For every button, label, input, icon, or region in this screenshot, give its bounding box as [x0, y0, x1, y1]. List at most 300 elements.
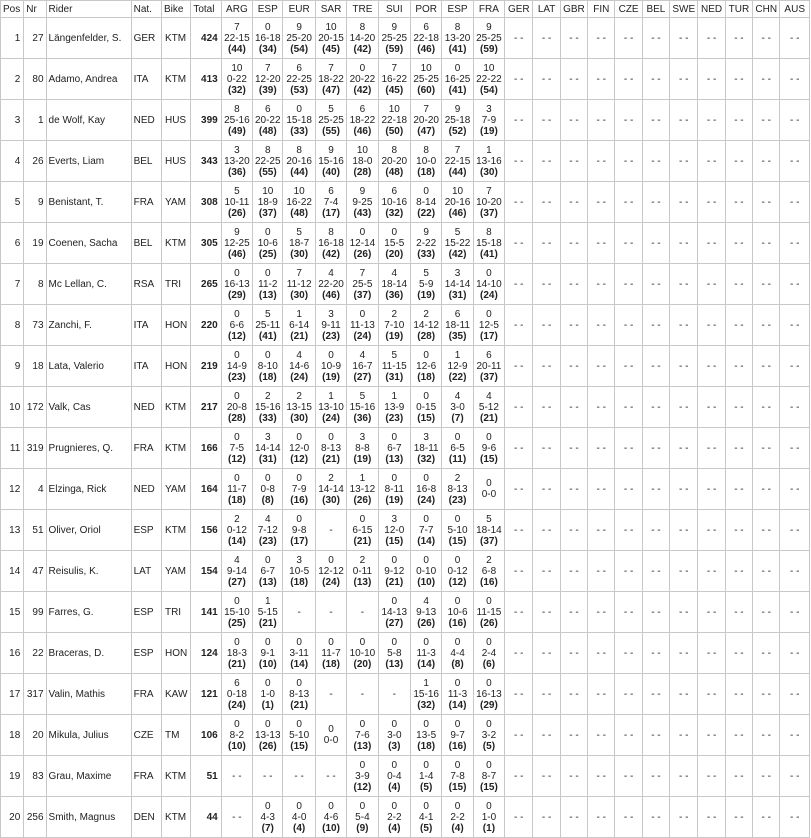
round-result — [283, 551, 315, 592]
overall-points: 1 — [296, 308, 302, 320]
overall-points: 0 — [391, 718, 398, 730]
table-row — [1, 428, 810, 469]
round-result: - - — [725, 674, 752, 715]
overall-points: 10 — [451, 185, 464, 197]
heat-points: 20-22 — [254, 114, 281, 126]
round-total: (59) — [385, 43, 404, 55]
overall-points: 0 — [234, 390, 240, 402]
overall-points: 1 — [359, 472, 366, 484]
round-result — [347, 100, 378, 141]
round-result: - - — [560, 346, 587, 387]
rider-name[interactable]: Benistant, T. — [46, 182, 131, 223]
heat-points: 3-0 — [387, 729, 402, 741]
round-result — [253, 551, 283, 592]
round-result — [442, 469, 473, 510]
overall-points: 6 — [423, 21, 429, 33]
round-total: (41) — [258, 330, 277, 342]
header-round-lat[interactable]: LAT — [533, 1, 560, 18]
table-row — [1, 715, 810, 756]
round-result: - - — [615, 469, 642, 510]
round-result: - - — [642, 592, 669, 633]
round-result — [410, 346, 441, 387]
heat-points: 18-14 — [381, 278, 408, 290]
round-result: - - — [698, 756, 725, 797]
round-result: - - — [533, 141, 560, 182]
heat-points: 8-13 — [321, 442, 342, 454]
heat-points: 4-0 — [291, 811, 307, 823]
overall-points: 4 — [391, 267, 398, 279]
round-result: - - — [560, 223, 587, 264]
round-total: (36) — [227, 166, 246, 178]
round-result: - - — [533, 182, 560, 223]
round-result — [283, 674, 315, 715]
rider-name[interactable]: Reisulis, K. — [46, 551, 131, 592]
round-result — [347, 715, 378, 756]
round-result: - - — [505, 633, 533, 674]
rider-name[interactable]: Grau, Maxime — [46, 756, 131, 797]
round-result: - - — [560, 18, 587, 59]
header-round-tre[interactable]: TRE — [347, 1, 378, 18]
round-total: (4) — [293, 822, 306, 834]
overall-points: 1 — [328, 390, 334, 402]
round-result — [473, 428, 504, 469]
overall-points: 8 — [296, 144, 302, 156]
overall-points: 0 — [423, 800, 429, 812]
heat-points: 6-6 — [229, 319, 245, 331]
table-row — [1, 633, 810, 674]
round-result — [410, 305, 441, 346]
overall-points: 9 — [454, 103, 461, 115]
pos-cell: 14 — [1, 551, 24, 592]
overall-points: 0 — [234, 718, 240, 730]
pos-cell: 19 — [1, 756, 24, 797]
heat-points: 12-14 — [349, 237, 376, 249]
heat-points: 7-6 — [355, 729, 370, 741]
round-result: - - — [725, 387, 752, 428]
nr-cell: 22 — [24, 633, 46, 674]
round-result — [442, 592, 473, 633]
overall-points: 2 — [328, 472, 334, 484]
round-total: (13) — [385, 658, 404, 670]
round-total: (13) — [353, 740, 372, 752]
overall-points: 5 — [454, 226, 461, 238]
round-result — [221, 592, 252, 633]
round-result: - - — [698, 428, 725, 469]
overall-points: 2 — [264, 390, 271, 402]
header-round-sui[interactable]: SUI — [378, 1, 410, 18]
heat-points: 15-10 — [224, 606, 250, 618]
round-result: - - — [533, 223, 560, 264]
overall-points: 6 — [359, 103, 366, 115]
heat-points: 15-18 — [286, 114, 312, 126]
overall-points: 5 — [296, 226, 302, 238]
overall-points: 0 — [486, 718, 492, 730]
round-result: - - — [725, 305, 752, 346]
overall-points: 9 — [328, 144, 334, 156]
header-round-esp[interactable]: ESP — [442, 1, 473, 18]
round-result: - - — [560, 264, 587, 305]
round-result: - - — [588, 59, 615, 100]
heat-points: 15-18 — [476, 237, 502, 249]
header-nat[interactable]: Nat. — [131, 1, 161, 18]
round-total: (31) — [385, 371, 404, 383]
overall-points: 0 — [391, 472, 398, 484]
round-result: - - — [698, 674, 725, 715]
heat-points: 18-7 — [289, 237, 310, 249]
round-result: - - — [642, 305, 669, 346]
round-result — [410, 510, 441, 551]
heat-points: 16-25 — [444, 73, 471, 85]
overall-points: 0 — [264, 677, 271, 689]
rider-name[interactable]: Prugnieres, Q. — [46, 428, 131, 469]
round-total: (32) — [417, 453, 436, 465]
rider-name[interactable]: Valin, Mathis — [46, 674, 131, 715]
total-cell: 51 — [191, 756, 221, 797]
round-total: (28) — [353, 166, 372, 178]
rider-name[interactable]: Adamo, Andrea — [46, 59, 131, 100]
round-result — [473, 223, 504, 264]
header-round-cze[interactable]: CZE — [615, 1, 642, 18]
overall-points: 0 — [423, 185, 429, 197]
overall-points: 0 — [234, 308, 240, 320]
heat-points: 6-8 — [481, 565, 497, 577]
round-result: - - — [698, 18, 725, 59]
round-result — [442, 100, 473, 141]
nat-cell: DEN — [131, 797, 161, 838]
round-total: (42) — [448, 248, 467, 260]
overall-points: 10 — [420, 62, 432, 74]
round-result — [253, 182, 283, 223]
header-round-ned[interactable]: NED — [698, 1, 725, 18]
round-total: (17) — [322, 207, 340, 219]
header-pos[interactable]: Pos — [1, 1, 24, 18]
header-round-aus[interactable]: AUS — [780, 1, 810, 18]
header-nr[interactable]: Nr — [24, 1, 46, 18]
overall-points: 5 — [264, 308, 271, 320]
round-result — [283, 100, 315, 141]
round-total: (37) — [353, 289, 372, 301]
heat-points: 22-22 — [476, 73, 502, 85]
pos-cell: 12 — [1, 469, 24, 510]
overall-points: 0 — [264, 554, 271, 566]
overall-points: 0 — [296, 103, 302, 115]
rider-name[interactable]: Everts, Liam — [46, 141, 131, 182]
heat-points: 0-12 — [447, 565, 468, 577]
rider-name[interactable]: Valk, Cas — [46, 387, 131, 428]
round-result — [283, 59, 315, 100]
round-total: (21) — [290, 699, 309, 711]
header-total[interactable]: Total — [191, 1, 221, 18]
header-round-bel[interactable]: BEL — [642, 1, 669, 18]
rider-name[interactable]: Mikula, Julius — [46, 715, 131, 756]
pos-cell: 10 — [1, 387, 24, 428]
overall-points: 0 — [486, 595, 492, 607]
round-result — [442, 797, 473, 838]
round-result — [315, 141, 346, 182]
round-total: (33) — [290, 125, 309, 137]
header-round-tur[interactable]: TUR — [725, 1, 752, 18]
bike-cell: KTM — [161, 59, 190, 100]
round-total: (13) — [385, 453, 404, 465]
overall-points: 3 — [486, 103, 492, 115]
rider-name[interactable]: Elzinga, Rick — [46, 469, 131, 510]
round-total: (23) — [258, 535, 277, 547]
round-result: - - — [753, 182, 780, 223]
round-result: - - — [753, 674, 780, 715]
round-total: (15) — [480, 453, 498, 465]
round-result: - - — [533, 469, 560, 510]
heat-points: 10-11 — [224, 196, 250, 208]
round-result: - - — [588, 305, 615, 346]
overall-points: 0 — [296, 513, 302, 525]
heat-points: 2-2 — [450, 811, 465, 823]
round-result — [442, 674, 473, 715]
round-result: - - — [780, 756, 810, 797]
round-total: (54) — [290, 43, 309, 55]
round-result — [410, 428, 441, 469]
heat-points: 10-5 — [289, 565, 310, 577]
overall-points: 9 — [423, 226, 429, 238]
heat-points: 11-12 — [286, 278, 312, 290]
bike-cell: KTM — [161, 428, 190, 469]
round-total: (28) — [417, 330, 436, 342]
header-round-sar[interactable]: SAR — [315, 1, 346, 18]
rider-name[interactable]: Lata, Valerio — [46, 346, 131, 387]
header-round-fra[interactable]: FRA — [473, 1, 504, 18]
rider-name[interactable]: Smith, Magnus — [46, 797, 131, 838]
round-result — [442, 305, 473, 346]
heat-points: 10-0 — [416, 155, 437, 167]
header-round-arg[interactable]: ARG — [221, 1, 252, 18]
overall-points: 3 — [391, 513, 398, 525]
round-result: - - — [615, 756, 642, 797]
round-result — [378, 387, 410, 428]
round-result: - - — [698, 264, 725, 305]
round-result: - - — [221, 797, 252, 838]
bike-cell: YAM — [161, 182, 190, 223]
round-result — [253, 223, 283, 264]
heat-points: 9-6 — [481, 442, 497, 454]
round-result: - - — [780, 264, 810, 305]
round-result — [473, 469, 504, 510]
round-result — [253, 715, 283, 756]
heat-points: 0-0 — [323, 735, 339, 746]
round-result: - - — [560, 510, 587, 551]
header-round-esp[interactable]: ESP — [253, 1, 283, 18]
round-result: - - — [588, 346, 615, 387]
nr-cell: 83 — [24, 756, 46, 797]
nr-cell: 256 — [24, 797, 46, 838]
heat-points: 14-10 — [476, 278, 502, 290]
table-row — [1, 223, 810, 264]
round-result — [283, 346, 315, 387]
round-result: - — [378, 674, 410, 715]
round-result: - — [315, 592, 346, 633]
pos-cell: 3 — [1, 100, 24, 141]
overall-points: 8 — [423, 144, 429, 156]
round-total: (21) — [322, 453, 340, 465]
overall-points: 7 — [296, 267, 302, 279]
round-result: - - — [725, 223, 752, 264]
heat-points: 13-15 — [286, 401, 312, 413]
heat-points: 2-22 — [416, 237, 437, 249]
table-row — [1, 469, 810, 510]
overall-points: 1 — [423, 677, 429, 689]
bike-cell: KTM — [161, 510, 190, 551]
round-total: (15) — [290, 740, 309, 752]
overall-points: 10 — [356, 144, 368, 156]
round-result — [473, 510, 504, 551]
round-total: (49) — [227, 125, 246, 137]
round-total: (46) — [322, 289, 340, 301]
round-result — [315, 59, 346, 100]
round-result — [221, 223, 252, 264]
heat-points: 16-13 — [224, 278, 250, 290]
heat-points: 6-14 — [289, 319, 310, 331]
heat-points: 16-7 — [352, 360, 373, 372]
heat-points: 13-20 — [224, 155, 250, 167]
round-total: (10) — [227, 740, 246, 752]
rider-name[interactable]: Coenen, Sacha — [46, 223, 131, 264]
heat-points: 11-2 — [258, 278, 278, 290]
round-result — [347, 510, 378, 551]
bike-cell: HON — [161, 305, 190, 346]
overall-points: 2 — [391, 308, 398, 320]
round-result: - — [315, 674, 346, 715]
heat-points: 18-22 — [349, 114, 376, 126]
round-result — [473, 715, 504, 756]
heat-points: 5-12 — [478, 401, 499, 413]
round-total: (60) — [417, 84, 436, 96]
round-result: - - — [588, 797, 615, 838]
heat-points: 20-20 — [381, 155, 408, 167]
round-total: (55) — [322, 125, 340, 137]
header-bike[interactable]: Bike — [161, 1, 190, 18]
round-total: (1) — [261, 699, 274, 711]
overall-points: 0 — [359, 62, 366, 74]
round-result: - - — [753, 264, 780, 305]
round-result: - - — [753, 387, 780, 428]
header-round-por[interactable]: POR — [410, 1, 441, 18]
round-result — [473, 141, 504, 182]
round-result: - - — [725, 510, 752, 551]
rider-name[interactable]: de Wolf, Kay — [46, 100, 131, 141]
rider-name[interactable]: Mc Lellan, C. — [46, 264, 131, 305]
round-result: - - — [221, 756, 252, 797]
round-total: (23) — [448, 494, 467, 506]
round-result: - - — [560, 756, 587, 797]
rider-name[interactable]: Längenfelder, S. — [46, 18, 131, 59]
round-total: (26) — [353, 248, 372, 260]
round-result: - - — [505, 182, 533, 223]
overall-points: 0 — [234, 431, 240, 443]
round-total: (44) — [227, 43, 246, 55]
overall-points: 4 — [454, 390, 461, 402]
heat-points: 18-11 — [445, 319, 470, 331]
round-result: - - — [670, 469, 698, 510]
heat-points: 0-15 — [416, 401, 437, 413]
round-total: (4) — [388, 822, 401, 834]
round-result — [221, 551, 252, 592]
round-result: - - — [753, 797, 780, 838]
nat-cell: FRA — [131, 182, 161, 223]
round-total: (12) — [227, 330, 246, 342]
round-result — [442, 551, 473, 592]
rider-name[interactable]: Braceras, D. — [46, 633, 131, 674]
round-result — [315, 100, 346, 141]
heat-points: 11-7 — [321, 647, 341, 659]
round-result: - - — [753, 715, 780, 756]
heat-points: 0-0 — [481, 489, 497, 500]
round-result: - - — [780, 551, 810, 592]
overall-points: 8 — [359, 21, 366, 33]
round-total: (12) — [227, 453, 246, 465]
round-result: - - — [505, 715, 533, 756]
round-result: - - — [533, 264, 560, 305]
round-result — [473, 305, 504, 346]
overall-points: 0 — [234, 636, 240, 648]
round-result: - - — [588, 223, 615, 264]
round-result: - - — [753, 346, 780, 387]
heat-points: 7-5 — [229, 442, 245, 454]
table-row — [1, 264, 810, 305]
round-result: - - — [642, 756, 669, 797]
nat-cell: ITA — [131, 305, 161, 346]
heat-points: 16-13 — [476, 688, 502, 700]
heat-points: 13-9 — [384, 401, 405, 413]
round-total: (5) — [482, 740, 496, 752]
bike-cell: KTM — [161, 797, 190, 838]
round-total: (7) — [261, 822, 274, 834]
heat-points: 7-12 — [257, 524, 278, 536]
round-result: - - — [725, 715, 752, 756]
header-round-ger[interactable]: GER — [505, 1, 533, 18]
heat-points: 6-7 — [387, 442, 402, 454]
heat-points: 11-7 — [227, 483, 247, 495]
rider-name[interactable]: Farres, G. — [46, 592, 131, 633]
header-round-gbr[interactable]: GBR — [560, 1, 587, 18]
round-result: - - — [698, 633, 725, 674]
round-result: - - — [725, 797, 752, 838]
round-result: - - — [780, 305, 810, 346]
round-total: (4) — [388, 781, 401, 793]
round-result: - - — [533, 797, 560, 838]
heat-points: 9-1 — [260, 647, 275, 659]
header-round-swe[interactable]: SWE — [670, 1, 698, 18]
header-round-chn[interactable]: CHN — [753, 1, 780, 18]
round-total: (21) — [258, 617, 277, 629]
round-total: (31) — [448, 289, 467, 301]
heat-points: 25-25 — [413, 73, 439, 85]
round-result — [221, 100, 252, 141]
header-round-fin[interactable]: FIN — [588, 1, 615, 18]
rider-name[interactable]: Zanchi, F. — [46, 305, 131, 346]
table-row — [1, 182, 810, 223]
round-result: - - — [780, 387, 810, 428]
header-rider[interactable]: Rider — [46, 1, 131, 18]
nr-cell: 317 — [24, 674, 46, 715]
overall-points: 0 — [328, 431, 334, 443]
bike-cell: HON — [161, 346, 190, 387]
round-result — [253, 428, 283, 469]
header-round-eur[interactable]: EUR — [283, 1, 315, 18]
round-total: (28) — [227, 412, 246, 424]
rider-name[interactable]: Oliver, Oriol — [46, 510, 131, 551]
round-result: - - — [533, 305, 560, 346]
round-total: (26) — [480, 617, 498, 629]
pos-cell: 20 — [1, 797, 24, 838]
round-total: (41) — [448, 43, 467, 55]
